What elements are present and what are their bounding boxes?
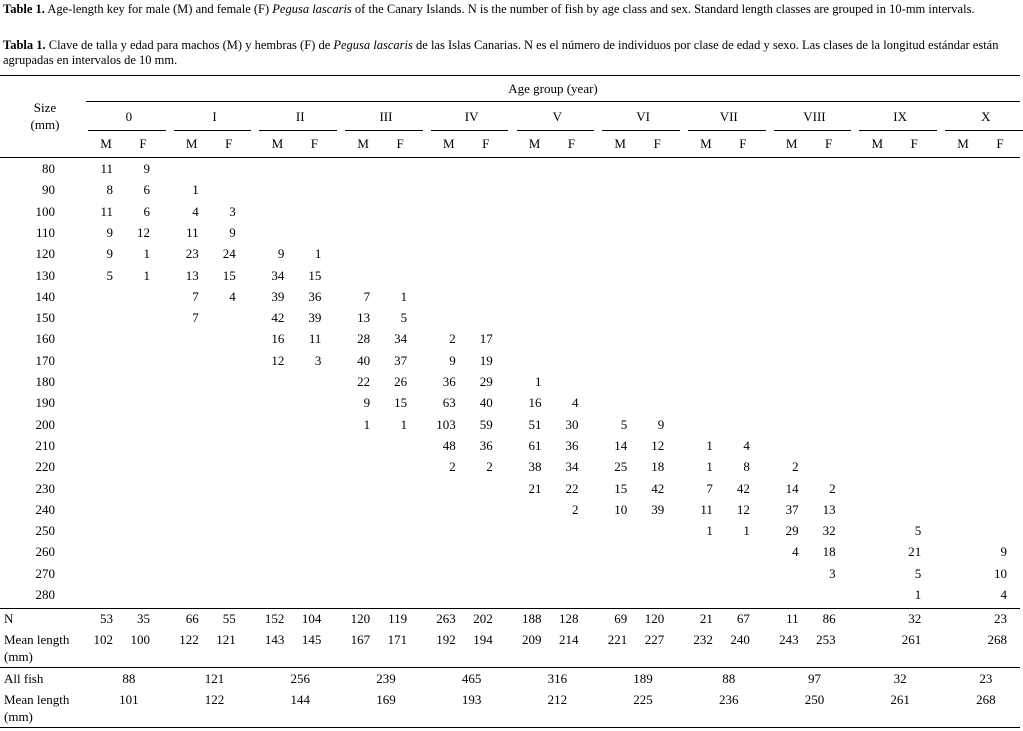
all-fish-cell: 239 [376,671,396,686]
n-cell: 188 [522,611,542,626]
age-group-header: Age group (year) [508,81,598,96]
table-cell: 2 [792,459,799,474]
size-class: 250 [35,523,55,538]
table-cell: 1 [143,246,150,261]
table-cell: 36 [565,438,579,453]
mean-length-cell: 100 [130,632,150,647]
size-class: 100 [35,204,55,219]
mean-length-all-unit: (mm) [4,709,33,724]
table-cell: 4 [229,289,236,304]
table-cell: 9 [363,395,371,410]
sex-header-male: M [271,136,284,151]
sex-header-male: M [614,136,626,151]
age-header: I [212,109,217,124]
n-cell: 21 [699,611,713,626]
table-cell: 10 [614,502,628,517]
mean-length-all-label: Mean length [4,692,70,707]
table-cell: 37 [785,502,799,517]
size-unit-header: (mm) [30,117,60,132]
all-fish-cell: 97 [807,671,821,686]
table-cell: 36 [479,438,493,453]
table-cell: 36 [442,374,456,389]
sex-header-female: F [567,136,576,151]
mean-length-all-cell: 101 [119,692,139,707]
table-cell: 4 [1000,587,1007,602]
table-cell: 34 [394,331,408,346]
mean-length-cell: 240 [730,632,750,647]
table-cell: 12 [137,225,150,240]
caption-label: Tabla 1. [3,38,46,52]
size-class: 80 [42,161,55,176]
mean-length-cell: 121 [216,632,236,647]
table-cell: 18 [651,459,665,474]
sex-header-male: M [357,136,369,151]
age-column-rule [517,130,595,131]
sex-header-male: M [871,136,884,151]
table-cell: 30 [565,417,579,432]
table-cell: 39 [271,289,285,304]
table-cell: 5 [914,523,922,538]
table-cell: 3 [829,566,836,581]
n-cell: 128 [559,611,579,626]
table-cell: 5 [620,417,628,432]
mean-length-cell: 171 [387,632,408,647]
table-cell: 37 [394,353,408,368]
all-fish-rule [0,667,1020,668]
size-class: 160 [35,331,55,346]
table-cell: 12 [271,353,285,368]
size-class: 190 [35,395,55,410]
age-header: V [552,109,563,124]
table-cell: 8 [743,459,750,474]
n-cell: 69 [614,611,628,626]
sex-header-female: F [396,136,404,151]
mean-length-all-cell: 193 [461,692,482,707]
n-cell: 23 [994,611,1007,626]
age-column-rule [859,130,937,131]
table-cell: 39 [651,502,665,517]
species-name: Pegusa lascaris [272,2,352,16]
mean-length-cell: 145 [301,632,322,647]
mean-length-cell: 122 [179,632,199,647]
sex-header-female: F [739,136,747,151]
table-cell: 42 [651,481,665,496]
mean-length-cell: 209 [522,632,542,647]
size-class: 140 [35,289,55,304]
age-header: III [379,109,393,124]
all-fish-label: All fish [4,671,44,686]
sex-header-male: M [700,136,712,151]
table-cell: 9 [657,417,665,432]
mean-length-cell: 194 [473,632,493,647]
table-cell: 38 [528,459,542,474]
mean-length-cell: 268 [987,632,1007,647]
n-cell: 263 [436,611,456,626]
mean-length-cell: 232 [693,632,713,647]
table-cell: 5 [106,268,113,283]
n-cell: 104 [301,611,322,626]
n-row-label: N [4,611,14,626]
mean-length-all-cell: 144 [290,692,310,707]
header-bottom-rule [0,157,1020,158]
age-group-rule [86,101,1020,102]
n-cell: 32 [908,611,922,626]
age-header: 0 [125,109,133,124]
sex-header-female: F [482,136,490,151]
size-class: 220 [35,459,55,474]
all-fish-cell: 88 [122,671,136,686]
age-header: VII [719,109,738,124]
table-cell: 11 [100,161,113,176]
table-cell: 14 [614,438,628,453]
size-class: 210 [35,438,55,453]
n-cell: 35 [137,611,150,626]
sex-header-female: F [225,136,233,151]
size-class: 280 [35,587,55,602]
table-cell: 12 [651,438,665,453]
table-cell: 34 [271,268,285,283]
table-cell: 36 [308,289,322,304]
caption-text: of the Canary Islands. N is the number of fish by age class and sex. Standard length classes are grouped in 10-mm intervals. [351,2,975,16]
all-fish-cell: 32 [893,671,907,686]
all-fish-cell: 256 [290,671,310,686]
table-cell: 18 [822,544,836,559]
n-cell: 120 [644,611,665,626]
table-cell: 15 [222,268,236,283]
caption-english [3,2,1019,17]
table-cell: 5 [914,566,922,581]
table-cell: 61 [528,438,542,453]
mean-length-all-cell: 169 [376,692,396,707]
size-class: 230 [35,481,55,496]
table-cell: 1 [706,459,713,474]
age-header: II [295,109,305,124]
size-class: 240 [35,502,55,517]
age-header: VIII [803,109,826,124]
age-column-rule [345,130,423,131]
table-cell: 1 [192,182,199,197]
table-cell: 9 [449,353,456,368]
table-cell: 4 [792,544,799,559]
sex-header-male: M [443,136,455,151]
size-class: 90 [42,182,55,197]
mean-length-cell: 253 [816,632,836,647]
age-header: IV [464,109,479,124]
table-cell: 11 [100,204,113,219]
table-cell: 40 [479,395,493,410]
table-cell: 7 [706,481,713,496]
size-class: 120 [35,246,55,261]
table-cell: 15 [614,481,628,496]
mean-length-cell: 102 [93,632,113,647]
sex-header-female: F [310,136,318,151]
table-cell: 14 [785,481,799,496]
mean-length-cell: 167 [350,632,371,647]
mean-length-cell: 143 [264,632,285,647]
table-cell: 29 [479,374,493,389]
table-cell: 4 [572,395,579,410]
size-class: 180 [35,374,55,389]
table-cell: 15 [394,395,408,410]
table-cell: 10 [994,566,1007,581]
sex-header-female: F [139,136,147,151]
n-cell: 53 [100,611,113,626]
table-cell: 34 [565,459,579,474]
table-cell: 1 [400,417,408,432]
age-column-rule [774,130,852,131]
table-cell: 6 [143,204,150,219]
age-header: X [981,109,991,124]
age-header: IX [893,109,907,124]
age-column-rule [431,130,509,131]
table-cell: 28 [357,331,371,346]
sex-header-female: F [910,136,918,151]
sex-header-male: M [185,136,198,151]
table-cell: 16 [528,395,542,410]
all-fish-cell: 23 [979,671,993,686]
n-cell: 55 [222,611,236,626]
table-cell: 7 [363,289,371,304]
size-header: Size [33,100,57,115]
table-cell: 7 [192,289,199,304]
mean-length-label: Mean length [4,632,70,647]
size-class: 110 [35,225,55,240]
table-cell: 9 [1000,544,1007,559]
table-cell: 59 [479,417,493,432]
age-column-rule [602,130,680,131]
n-cell: 120 [350,611,371,626]
table-cell: 17 [479,331,493,346]
n-top-rule [0,608,1020,609]
table-cell: 22 [357,374,371,389]
size-class: 200 [35,417,55,432]
mean-length-cell: 192 [436,632,456,647]
table-cell: 32 [822,523,836,538]
caption-spanish [3,38,1019,68]
table-cell: 48 [442,438,456,453]
caption-text: Age-length key for male (M) and female (F) [44,2,273,16]
table-top-rule [0,75,1020,76]
table-cell: 63 [442,395,456,410]
age-column-rule [259,130,337,131]
mean-length-all-cell: 261 [890,692,910,707]
size-class: 150 [35,310,55,325]
table-cell: 42 [736,481,750,496]
sex-header-male: M [957,136,969,151]
table-cell: 1 [400,289,408,304]
table-cell: 16 [271,331,285,346]
table-cell: 13 [822,502,836,517]
table-cell: 1 [535,374,542,389]
table-cell: 1 [314,246,322,261]
n-cell: 152 [264,611,285,626]
table-cell: 1 [914,587,922,602]
all-fish-cell: 88 [722,671,736,686]
table-cell: 21 [908,544,922,559]
sex-header-male: M [785,136,798,151]
size-class: 260 [35,544,55,559]
table-cell: 24 [222,246,236,261]
sex-header-female: F [824,136,833,151]
table-cell: 9 [106,246,113,261]
mean-length-cell: 243 [779,632,799,647]
mean-length-all-cell: 225 [633,692,653,707]
n-cell: 202 [473,611,493,626]
table-cell: 9 [143,161,150,176]
table-cell: 11 [700,502,713,517]
table-cell: 4 [192,204,199,219]
table-cell: 1 [363,417,371,432]
table-cell: 29 [785,523,799,538]
table-cell: 1 [143,268,150,283]
table-cell: 25 [614,459,628,474]
mean-length-all-cell: 250 [804,692,825,707]
all-fish-cell: 316 [547,671,568,686]
age-column-rule [945,130,1023,131]
table-cell: 2 [829,481,836,496]
table-cell: 2 [486,459,493,474]
table-cell: 40 [357,353,371,368]
all-fish-cell: 189 [633,671,653,686]
n-cell: 11 [786,611,799,626]
table-cell: 3 [229,204,236,219]
table-cell: 3 [314,353,322,368]
mean-length-cell: 227 [644,632,665,647]
table-cell: 9 [277,246,285,261]
n-cell: 119 [388,611,408,626]
table-cell: 19 [479,353,493,368]
table-cell: 12 [736,502,750,517]
mean-length-all-cell: 236 [719,692,739,707]
age-column-rule [688,130,766,131]
mean-length-unit: (mm) [4,649,33,664]
n-cell: 86 [822,611,836,626]
caption-text: de las Islas Canarias. N es el número de individuos por clase de edad y sexo. Las clases de la longitud estándar están agrupadas en intervalos de 10 mm. [3,38,999,67]
caption-text: Clave de talla y edad para machos (M) y hembras (F) de [45,38,334,52]
table-cell: 13 [185,268,199,283]
table-cell: 9 [229,225,236,240]
sex-header-male: M [100,136,112,151]
table-cell: 1 [743,523,750,538]
table-cell: 2 [449,331,456,346]
table-cell: 22 [565,481,579,496]
table-cell: 51 [528,417,542,432]
age-column-rule [88,130,166,131]
table-cell: 15 [308,268,322,283]
table-cell: 13 [357,310,371,325]
table-cell: 11 [308,331,322,346]
mean-length-all-cell: 212 [547,692,568,707]
sex-header-male: M [528,136,541,151]
size-class: 170 [35,353,55,368]
table-cell: 4 [743,438,750,453]
mean-length-cell: 261 [901,632,922,647]
table-bottom-rule [0,727,1020,728]
table-cell: 2 [572,502,579,517]
age-header: VI [636,109,650,124]
species-name: Pegusa lascaris [333,38,413,52]
size-class: 270 [35,566,55,581]
table-cell: 7 [192,310,199,325]
all-fish-cell: 465 [461,671,482,686]
table-cell: 26 [394,374,408,389]
n-cell: 66 [185,611,199,626]
table-cell: 5 [400,310,408,325]
mean-length-cell: 221 [607,632,628,647]
all-fish-cell: 121 [204,671,225,686]
table-cell: 2 [449,459,456,474]
sex-header-female: F [996,136,1004,151]
mean-length-cell: 214 [559,632,579,647]
sex-header-female: F [653,136,661,151]
table-cell: 8 [106,182,113,197]
mean-length-all-cell: 122 [204,692,225,707]
table-cell: 103 [436,417,456,432]
n-cell: 67 [736,611,750,626]
age-column-rule [174,130,252,131]
table-cell: 9 [106,225,113,240]
table-cell: 21 [528,481,542,496]
size-class: 130 [35,268,55,283]
table-cell: 42 [271,310,285,325]
caption-label: Table 1. [3,2,45,16]
mean-length-all-cell: 268 [976,692,996,707]
table-cell: 23 [185,246,199,261]
table-cell: 6 [143,182,150,197]
table-cell: 39 [308,310,322,325]
table-cell: 1 [706,523,713,538]
table-cell: 11 [186,225,199,240]
table-cell: 1 [706,438,713,453]
